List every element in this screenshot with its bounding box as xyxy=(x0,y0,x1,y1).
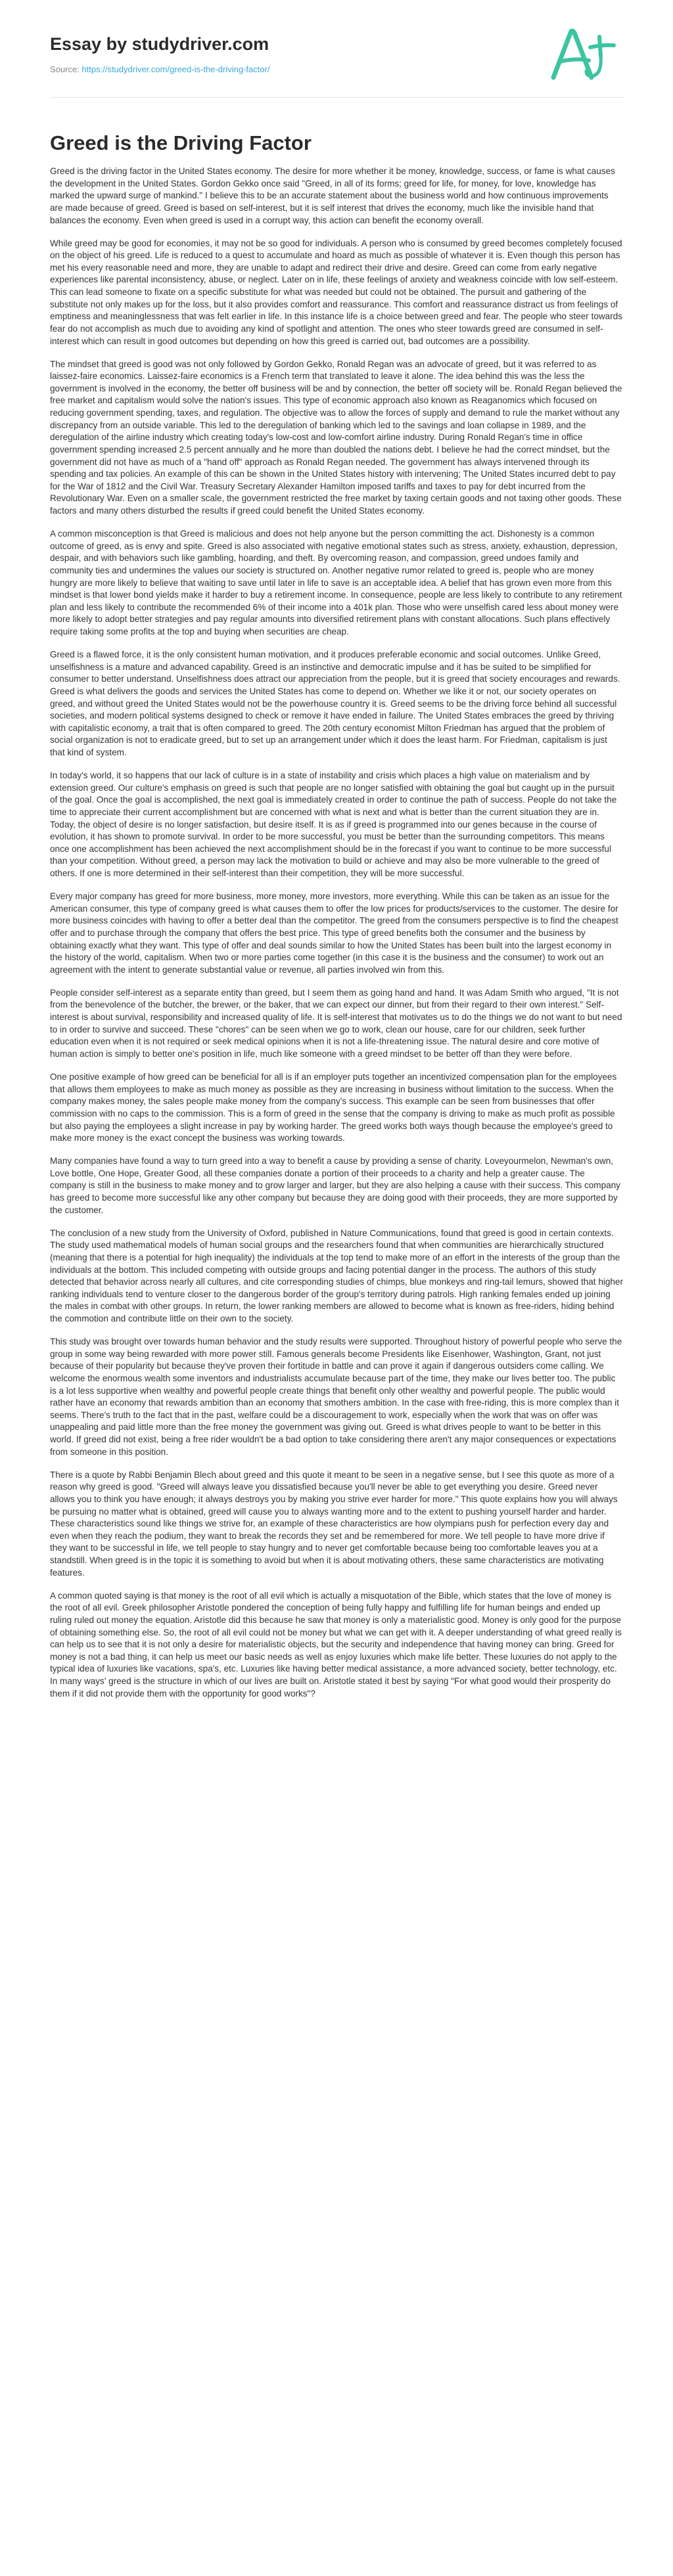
essay-paragraph: While greed may be good for economies, it may not be so good for individuals. A person who is consumed by greed becomes completely focused on the object of his greed. Life is reduced to a quest to accumulate and hoard as much as possible of whatever it is. Even though this person has met his every reasonable need and more, they are unable to adapt and redirect their drive and desire. Greed can come from early negative experiences like parental inconsistency, abuse, or neglect. Later on in life, these feelings of anxiety and weakness coincide with low self-esteem. This can lead someone to fixate on a specific substitute for what was needed but could not be obtained. The pursuit and gathering of the substitute not only makes up for the loss, but it also provides comfort and reassurance. This comfort and reassurance distract us from feelings of emptiness and meaninglessness that was felt earlier in life. In this instance life is a choice between greed and fear. The people who steer towards fear do not accomplish as much due to avoiding any kind of spotlight and attention. The ones who steer towards greed are consumed in self-interest which can result in good outcomes but depending on how this greed is carried out, bad outcomes are a possibility. xyxy=(50,238,623,346)
essay-paragraph: In today's world, it so happens that our lack of culture is in a state of instability and crisis which places a high value on materialism and by extension greed. Our culture's emphasis on greed is such that people are no longer satisfied with obtaining the goal but caught up in the pursuit of the goal. Once the goal is accomplished, the next goal is immediately created in order to continue the path of success. People do not take the time to appreciate their current accomplishment but are concerned with what is next and what is better than the current situation they are in. Today, the object of desire is no longer satisfaction, but desire itself. It is as if greed is programmed into our genes because in the course of evolution, it has shown to promote survival. In order to be more successful, you must be better than the surrounding competitors. This means once one accomplishment has been achieved the next accomplishment should be in the forecast if you want to continue to be more successful than your competition. Without greed, a person may lack the motivation to build or achieve and may also be more vulnerable to the greed of others. If one is more determined in their self-interest than their competition, they will be more successful. xyxy=(50,770,617,879)
essay-title: Greed is the Driving Factor xyxy=(50,131,312,154)
essay-paragraph: Every major company has greed for more business, more money, more investors, more everything. While this can be taken as an issue for the American consumer, this type of company greed is what causes them to offer the low prices for products/services to the customer. The desire for more business coincides with having to offer a better deal than the competitor. The greed from the consumers perspective is to find the cheapest offer and to purchase through the company that offers the best price. This type of greed benefits both the consumer and the business by obtaining exactly what they want. This type of offer and deal sounds similar to how the United States has been built into the largest economy in the history of the world, capitalism. When two or more parties come together (in this case it is the business and the consumer) to work out an agreement with the intent to generate substantial value or revenue, all parties involved win from this. xyxy=(50,891,618,975)
a-plus-logo-icon xyxy=(545,24,623,83)
essay-paragraph: Greed is the driving factor in the United States economy. The desire for more whether it be money, knowledge, success, or fame is what causes the development in the United States. Gordon Gekko once said "Greed, in all of its forms; greed for life, for money, for love, knowledge has marked the upward surge of mankind." I believe this to be an accurate statement about the business world and how continuous improvements are made because of greed. Greed is based on self-interest, but it is self interest that drives the economy, much like the invisible hand that balances the economy. Even when greed is used in a corrupt way, this action can benefit the economy overall. xyxy=(50,166,615,225)
essay-paragraph: Greed is a flawed force, it is the only consistent human motivation, and it produces preferable economic and social outcomes. Unlike Greed, unselfishness is a mature and advanced capability. Greed is an instinctive and democratic impulse and it has be suited to be simplified for consumer to better understand. Unselfishness does attract our appreciation from the people, but it is greed that society encourages and rewards. Greed is what delivers the goods and services the United States has come to depend on. Whether we like it or not, our society operates on greed, and without greed the United States would not be the powerhouse country it is. Greed seems to be the driving force behind all successful societies, and modern political systems designed to check or remove it have ended in failure. The United States embraces the greed by thriving with capitalistic economy, a trait that is often compared to greed. The 20th century economist Milton Friedman has argued that the problem of social organization is not to eradicate greed, but to set up an arrangement under which it does the least harm. For Friedman, capitalism is just that kind of system. xyxy=(50,650,620,758)
site-header xyxy=(50,0,623,105)
essay-paragraph: A common quoted saying is that money is the root of all evil which is actually a misquotation of the Bible, which states that the love of money is the root of all evil. Greek philosopher Aristotle pondered the conception of being fully happy and fulfilling life for human beings and ended up ruling ruled out money the equation. Aristotle did this because he saw that money is only a materialistic good. Money is only good for the purpose of obtaining something else. So, the root of all evil could not be money but what we can get with it. A deeper understanding of what greed really is can help us to see that it is not only a desire for materialistic objects, but the security and independence that having money can bring. Greed for money is not a bad thing, it can help us meet our basic needs as well as enjoy luxuries which make life better. These luxuries do not apply to the typical idea of luxuries like vacations, spa's, etc. Luxuries like having better medical assistance, a more advanced society, better technology, etc. In many ways' greed is the structure in which of our lives are built on. Aristotle stated it best by saying "For what good would their prosperity do them if it did not provide them with the opportunity for good works"? xyxy=(50,1590,622,1699)
essay-body xyxy=(50,166,623,1711)
source-label: Source: xyxy=(50,64,82,74)
essay-paragraph: People consider self-interest as a separate entity than greed, but I seem them as going hand and hand. It was Adam Smith who argued, "It is not from the benevolence of the butcher, the brewer, or the baker, that we can expect our dinner, but from their regard to their own interest." Self-interest is about survival, responsibility and increased quality of life. It is self-interest that motivates us to do the things we do not want to but need to in order to survive and succeed. These "chores" can be seen when we go to work, clean our house, care for our children, seek further education even when it is not required or seek medical opinions when it is not a life-threatening issue. The natural desire and core motive of human action is simply to better one's position in life, much like someone with a greed mindset to be better off than they were before. xyxy=(50,987,622,1059)
essay-paragraph: One positive example of how greed can be beneficial for all is if an employer puts together an incentivized compensation plan for the employees that allows them employees to make as much money as possible as they are increasing in business without limitation to the success. When the company makes money, the sales people make money from the company's success. This example can be seen from businesses that offer commission with no caps to the commission. This is a form of greed in the sense that the company is driving to make as much profit as possible but also paying the employees a slight increase in pay by working harder. The greed works both ways though because the employee's greed to make more money is the exact concept the business was working towards. xyxy=(50,1072,617,1144)
source-link[interactable]: https://studydriver.com/greed-is-the-driving-factor/ xyxy=(81,64,270,74)
essay-paragraph: A common misconception is that Greed is malicious and does not help anyone but the person committing the act. Dishonesty is a common outcome of greed, as is envy and spite. Greed is also associated with negative emotional states such as stress, anxiety, exhaustion, depression, despair, and with behaviors such like gambling, hoarding, and theft. By overcoming reason, and compassion, greed undoes family and community ties and undermines the values our society is structured on. Another negative rumor related to greed is, people who are money hungry are more likely to believe that waiting to save until later in life to save is an acceptable idea. A belief that has grown even more from this mindset is that lower bond yields make it harder to buy a retirement income. In consequence, people are less likely to contribute to any retirement plan and less likely to contribute the recommended 6% of their income into a 401k plan. Those who were unselfish cared less about money were more likely to adopt better strategies and pay regular amounts into diversified retirement plans with constant allocations. Such plans effectively require taking some profits at the top and buying when securities are cheap. xyxy=(50,529,622,637)
source-line xyxy=(50,64,270,74)
essay-paragraph: Many companies have found a way to turn greed into a way to benefit a cause by providing a sense of charity. Loveyourmelon, Newman's own, Love bottle, One Hope, Greater Good, all these companies donate a portion of their proceeds to a charity and help a greater cause. The company is still in the business to make money and to grow larger and larger, but they are also helping a cause with their success. This company has greed to become more successful like any other company but because they are doing good with their proceeds, they are more supported by the customer. xyxy=(50,1156,620,1215)
essay-paragraph: This study was brought over towards human behavior and the study results were supported. Throughout history of powerful people who serve the group in some way being rewarded with more power still. Famous generals become Presidents like Eisenhower, Washington, Grant, not just because of their popularity but because they've proven their fortitude in battle and can prove it again if dangerous outsiders come calling. We welcome the enormous wealth some inventors and industrialists accumulate because part of the time, they make our lives better too. The public is a lot less supportive when wealthy and powerful people create things that benefit only other wealthy and powerful people. The public would rather have an economy that rewards ambition than an economy that smothers ambition. In the case with free-riding, this is more complex than it seems. There's truth to the fact that in the past, welfare could be a discouragement to work, especially when the work that was on offer was unappealing and paid little more than the free money the government was giving out. Greed is what drives people to want to be better in this world. If greed did not exist, being a free rider wouldn't be a bad option to take considering there aren't any major consequences or expectations from someone in this position. xyxy=(50,1337,622,1457)
essay-paragraph: There is a quote by Rabbi Benjamin Blech about greed and this quote it meant to be seen in a negative sense, but I see this quote as more of a reason why greed is good. "Greed will always leave you dissatisfied because you'll never be able to get everything you desire. Greed never allows you to think you have enough; it always destroys you by making you strive ever harder for more." This quote explains how you will always be pursuing no matter what is obtained, greed will cause you to always wanting more and to the extent to pushing yourself harder and harder. These characteristics sound like things we strive for, an example of these characteristics are how olympians push for perfection every day and even when they reach the podium, they want to break the records they set and be remembered for more. We tell people to have more drive if they want to be successful in life, we tell people to stay hungry and to never get comfortable because being too comfortable leaves you at a standstill. When greed is in the topic it is something to avoid but when it is about motivating others, these same characteristics are motivating features. xyxy=(50,1469,618,1578)
essay-paragraph: The mindset that greed is good was not only followed by Gordon Gekko, Ronald Regan was an advocate of greed, but it was referred to as laissez-faire economics. Laissez-faire economics is a French term that translated to leave it alone. The idea behind this was the less the government is involved in the economy, the better off business will be and by connection, the better off society will be. Ronald Regan believed the free market and capitalism would solve the nation's issues. This type of economic approach also known as Reaganomics which focused on reducing government spending, taxes, and regulation. The objective was to allow the forces of supply and demand to rule the market without any discrepancy from an outside variable. This led to the deregulation of banking which led to the savings and loan collapse in 1989, and the deregulation of the airline industry which creating today's low-cost and low-comfort airline industry. During Ronald Regan's time in office government spending increased 2.5 percent annually and he more than doubled the nations debt. I believe he had the correct mindset, but the government did not have as much of a "hand off" approach as Ronald Regan needed. The government has always intervened through its spending and tax policies. An example of this can be shown in the United States history with intervening; The United States incurred debt to pay for the War of 1812 and the Civil War. Treasury Secretary Alexander Hamilton imposed tariffs and taxes to pay for debt incurred from the Revolutionary War. Even on a smaller scale, the government restricted the free market by taxing certain goods and not taxing other goods. These factors and many others disturbed the results if greed could benefit the United States economy. xyxy=(50,359,622,516)
site-title: Essay by studydriver.com xyxy=(50,34,269,54)
essay-paragraph: The conclusion of a new study from the University of Oxford, published in Nature Communications, found that greed is good in certain contexts. The study used mathematical models of human social groups and the researchers found that when communities are hierarchically structured (meaning that there is a potential for high inequality) the individuals at the top tend to make more of an effort in the interests of the group than the individuals at the bottom. This included competing with outside groups and facing potential danger in the process. The authors of this study detected that behavior across nearly all cultures, and cite corresponding studies of chimps, blue monkeys and ring-tail lemurs, showed that higher ranking individuals tend to venture closer to the dangerous border of the group's territory during patrols. High ranking females ended up joining the males in combat with other groups. In return, the lower ranking members are allowed to become what is known as free-riders, hiding behind the commotion and contribute little on their own to the society. xyxy=(50,1228,623,1324)
header-divider xyxy=(50,97,623,98)
